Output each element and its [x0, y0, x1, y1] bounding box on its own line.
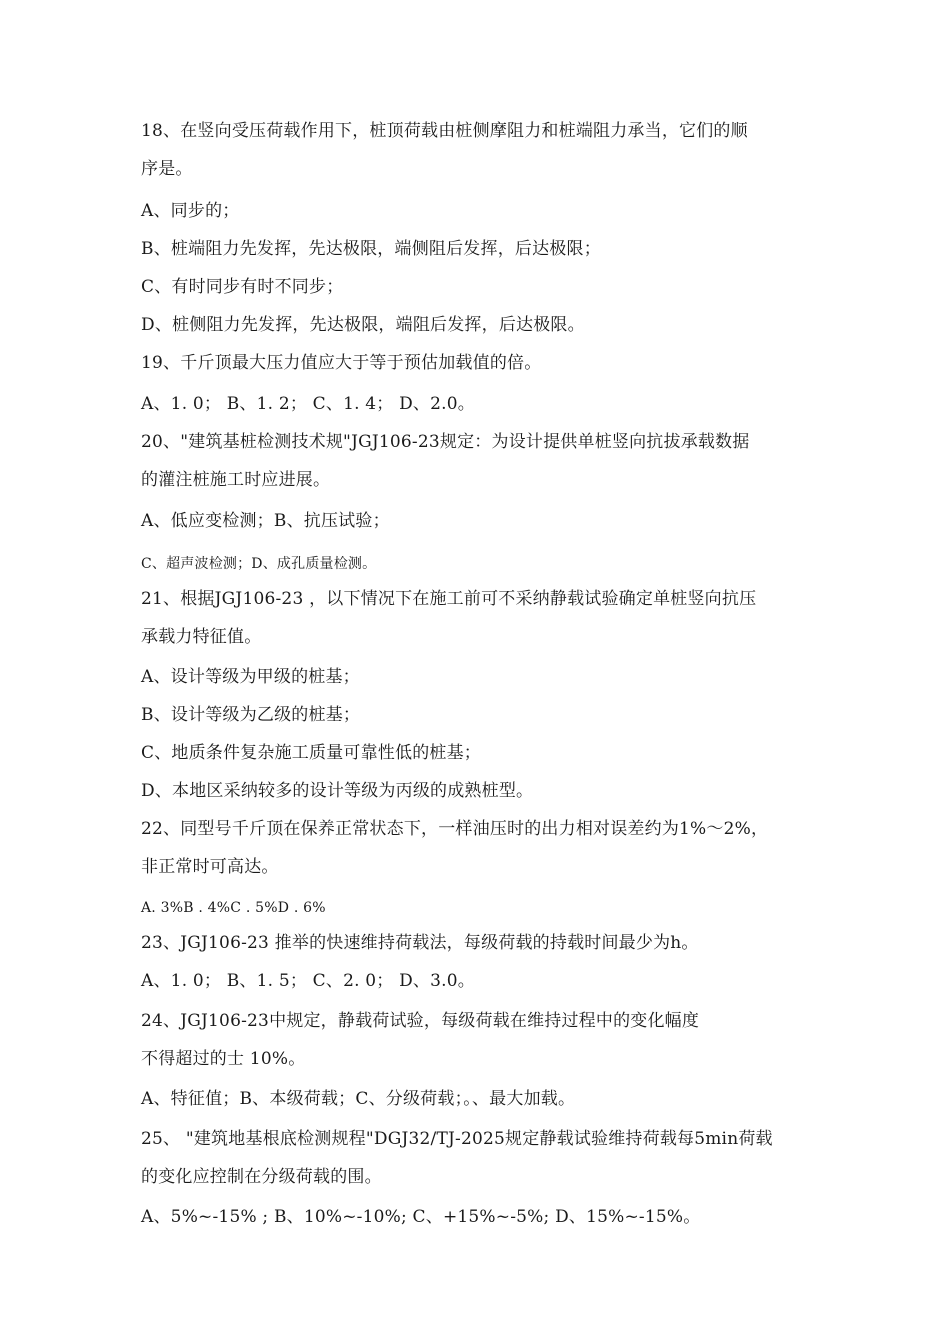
question-23-options: A、1. 0； B、1. 5； C、2. 0； D、3.0。 — [141, 971, 475, 991]
question-21-option-b: B、设计等级为乙级的桩基； — [141, 705, 361, 725]
question-21-option-c: C、地质条件复杂施工质量可靠性低的桩基； — [141, 743, 482, 763]
question-19-text: 19、千斤顶最大压力值应大于等于预估加载值的倍。 — [141, 353, 542, 373]
question-25-text: 25、 "建筑地基根底检测规程"DGJ32/TJ-2025规定静载试验维持荷载每5min荷载 — [141, 1129, 773, 1149]
question-20-text-cont: 的灌注桩施工时应进展。 — [141, 470, 331, 490]
question-22-options: A. 3%B . 4%C . 5%D . 6% — [141, 900, 326, 916]
question-24-text-cont: 不得超过的士 10%。 — [141, 1049, 306, 1069]
question-21-text-cont: 承载力特征值。 — [141, 627, 262, 647]
question-24-options: A、特征值；B、本级荷载；C、分级荷载；。、最大加载。 — [141, 1089, 576, 1109]
question-18-option-a: A、同步的； — [141, 201, 240, 221]
question-18-option-b: B、桩端阻力先发挥，先达极限，端侧阻后发挥，后达极限； — [141, 239, 601, 259]
question-18-option-d: D、桩侧阻力先发挥，先达极限，端阻后发挥，后达极限。 — [141, 315, 585, 335]
question-23-text: 23、JGJ106-23 推举的快速维持荷载法，每级荷载的持载时间最少为h。 — [141, 933, 699, 953]
question-22-text-cont: 非正常时可高达。 — [141, 857, 279, 877]
question-20-options-cd: C、超声波检测；D、成孔质量检测。 — [141, 556, 377, 572]
question-18-option-c: C、有时同步有时不同步； — [141, 277, 344, 297]
question-21-option-d: D、本地区采纳较多的设计等级为丙级的成熟桩型。 — [141, 781, 534, 801]
question-18-text-cont: 序是。 — [141, 159, 193, 179]
question-25-text-cont: 的变化应控制在分级荷载的围。 — [141, 1167, 382, 1187]
question-25-options: A、5%~-15% ; B、10%~-10%; C、+15%~-5%; D、15%~-15%。 — [141, 1207, 701, 1227]
question-20-options-ab: A、低应变检测；B、抗压试验； — [141, 511, 390, 531]
question-24-text: 24、JGJ106-23中规定，静载荷试验，每级荷载在维持过程中的变化幅度 — [141, 1011, 700, 1031]
question-21-option-a: A、设计等级为甲级的桩基； — [141, 667, 360, 687]
question-19-options: A、1. 0； B、1. 2； C、1. 4； D、2.0。 — [141, 394, 475, 414]
question-20-text: 20、"建筑基桩检测技术规"JGJ106-23规定：为设计提供单桩竖向抗拔承载数据 — [141, 432, 750, 452]
question-22-text: 22、同型号千斤顶在保养正常状态下，一样油压时的出力相对误差约为1%〜2%， — [141, 819, 769, 839]
question-21-text: 21、根据JGJ106-23 ，以下情况下在施工前可不采纳静载试验确定单桩竖向抗压 — [141, 589, 757, 609]
question-18-text: 18、在竖向受压荷载作用下，桩顶荷载由桩侧摩阻力和桩端阻力承当，它们的顺 — [141, 121, 748, 141]
